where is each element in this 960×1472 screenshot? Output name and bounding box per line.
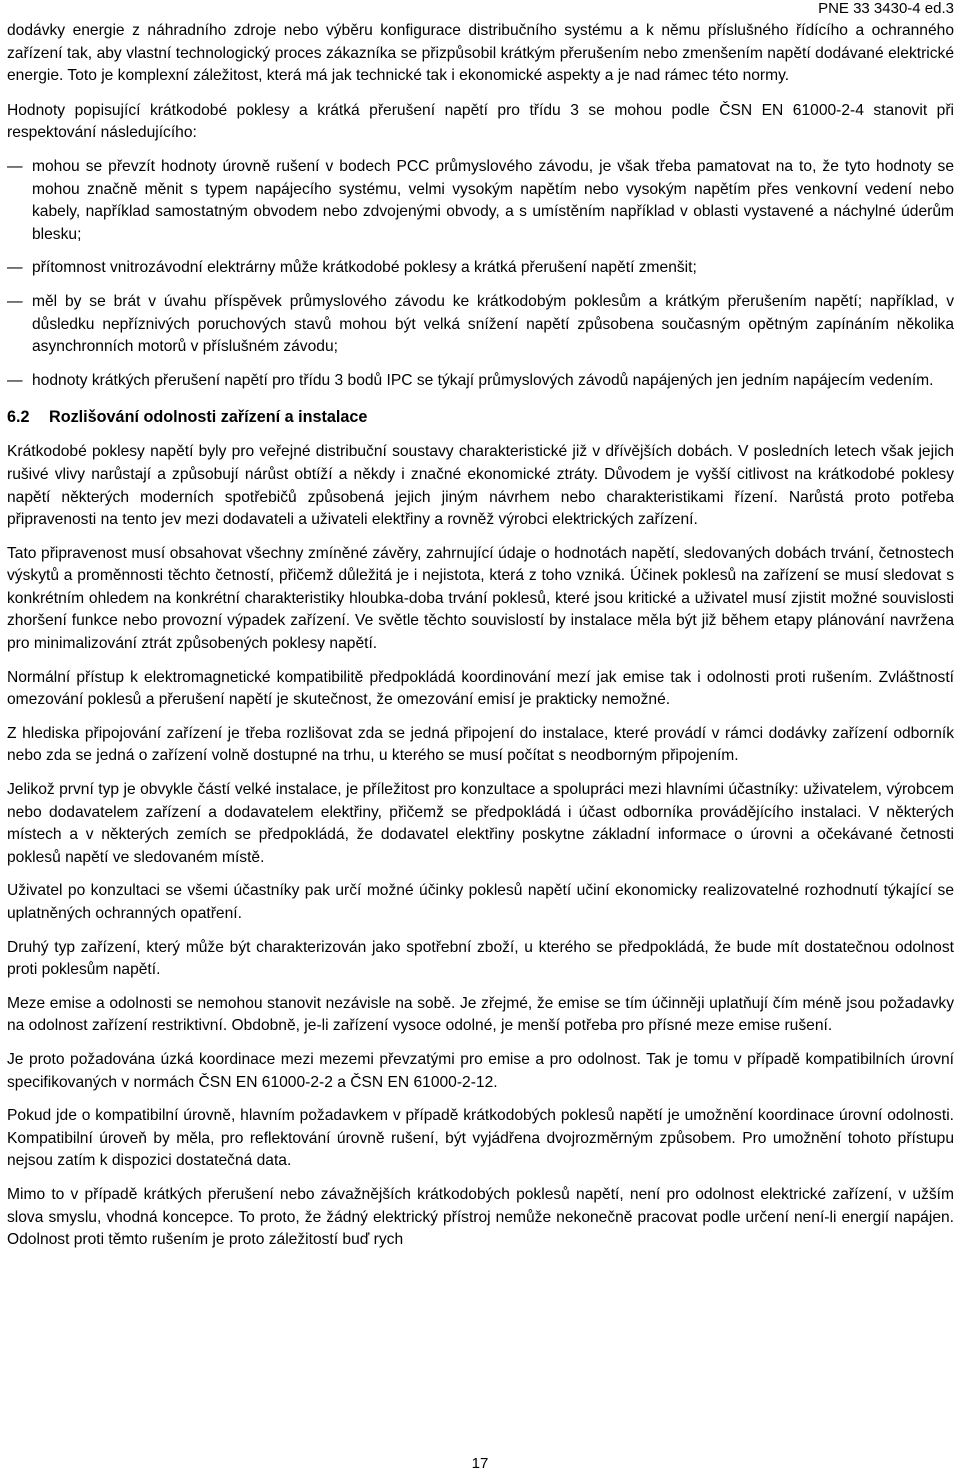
paragraph: Hodnoty popisující krátkodobé poklesy a krátká přerušení napětí pro třídu 3 se mohou podle ČSN EN 61000-2-4 stanovit při respektování následujícího: — [7, 101, 954, 142]
list-item: — mohou se převzít hodnoty úrovně rušení v bodech PCC průmyslového závodu, je však třeba pamatovat na to, že tyto hodnoty se mohou značně měnit s typem napájecího systému, velmi vysokým napětím nebo vysokým napětím přes venkovní vedení nebo kabely, například samostatným obvodem nebo zdvojenými obvody, a s umístěním například v oblasti vystavené a náchylné úderům blesku; — [7, 156, 954, 246]
paragraph: Je proto požadována úzká koordinace mezi mezemi převzatými pro emise a pro odolnost. Tak je tomu v případě kompatibilních úrovní specifikovaných v normách ČSN EN 61000-2-2 a ČSN EN 61000-2-12. — [7, 1050, 954, 1091]
paragraph: Tato připravenost musí obsahovat všechny zmíněné závěry, zahrnující údaje o hodnotách napětí, sledovaných dobách trvání, četnostech výskytů a proměnnosti těchto četností, přičemž důležitá je i nejistota, která z toho vzniká. Účinek poklesů na zařízení se musí sledovat s konkrétním ohledem na konkrétní charakteristiky hloubka-doba trvání poklesů, které jsou kritické a uživatel musí zjistit možné souvislosti zhoršení funkce nebo provozní výpadek zařízení. Ve světle těchto souvislostí by instalace měla být již během etapy plánování navržena pro minimalizování ztrát způsobených poklesy napětí. — [7, 544, 954, 653]
paragraph: Meze emise a odolnosti se nemohou stanovit nezávisle na sobě. Je zřejmé, že emise se tím účinněji uplatňují čím méně jsou požadavky na odolnost zařízení restriktivní. Obdobně, je-li zařízení vysoce odolné, je menší potřeba pro přísné meze emise rušení. — [7, 994, 954, 1035]
document-code: PNE 33 3430-4 ed.3 — [818, 0, 954, 17]
list-item: — hodnoty krátkých přerušení napětí pro třídu 3 bodů IPC se týkají průmyslových závodů napájených jen jedním napájecím vedením. — [7, 370, 954, 393]
paragraph: Krátkodobé poklesy napětí byly pro veřejné distribuční soustavy charakteristické již v dřívějších dobách. V posledních letech však jejich rušivé vlivy narůstají a způsobují nárůst obtíží a někdy i značné ekonomické ztráty. Důvodem je vyšší citlivost na krátkodobé poklesy napětí některých moderních spotřebičů způsobená jejich jiným návrhem nebo charakteristikami řízení. Narůstá proto potřeba připravenosti na tento jev mezi dodavateli a uživateli elektřiny a rovněž výrobci elektrických zařízení. — [7, 443, 954, 529]
section-number: 6.2 — [7, 408, 30, 427]
paragraph: Pokud jde o kompatibilní úrovně, hlavním požadavkem v případě krátkodobých poklesů napětí je umožnění koordinace úrovní odolnosti. Kompatibilní úroveň by měla, pro reflektování úrovně rušení, být vyjádřena dvojrozměrným způsobem. Pro umožnění tohoto přístupu nejsou zatím k dispozici dostatečná data. — [7, 1107, 954, 1170]
page-body — [7, 20, 954, 1263]
list-item: — přítomnost vnitrozávodní elektrárny může krátkodobé poklesy a krátká přerušení napětí zmenšit; — [7, 257, 954, 280]
paragraph: dodávky energie z náhradního zdroje nebo výběru konfigurace distribučního systému a k němu příslušného řídícího a ochranného zařízení tak, aby vlastní technologický proces zákazníka se přizpůsobil krátkým přerušením nebo zmenšením napětí dodávané elektrické energie. Toto je komplexní záležitost, která má jak technické tak i ekonomické aspekty a je nad rámec této normy. — [7, 22, 954, 85]
page-number: 17 — [471, 1455, 489, 1472]
paragraph: Uživatel po konzultaci se všemi účastníky pak určí možné účinky poklesů napětí učiní ekonomicky realizovatelné rozhodnutí týkající se uplatněných ochranných opatření. — [7, 882, 954, 922]
dash-list — [7, 156, 954, 392]
paragraph: Normální přístup k elektromagnetické kompatibilitě předpokládá koordinování mezí jak emise tak i odolnosti proti rušením. Zvláštností omezování poklesů a přerušení napětí je skutečnost, že omezování emisí je prakticky nemožné. — [7, 668, 954, 709]
section-heading — [7, 406, 954, 428]
paragraph: Druhý typ zařízení, který může být charakterizován jako spotřební zboží, u kterého se předpokládá, že bude mít dostatečnou odolnost proti poklesům napětí. — [7, 938, 954, 979]
paragraph: Mimo to v případě krátkých přerušení nebo závažnějších krátkodobých poklesů napětí, není pro odolnost elektrické zařízení, v užším slova smyslu, vhodná koncepce. To proto, že žádný elektrický přístroj nemůže nekonečně pracovat podle určení není-li energií napájen. Odolnost proti těmto rušením je proto záležitostí buď rych — [7, 1185, 954, 1249]
paragraph: Z hlediska připojování zařízení je třeba rozlišovat zda se jedná připojení do instalace, které provádí v rámci dodávky zařízení odborník nebo zda se jedná o zařízení volně dostupné na trhu, u kterého se musí počítat s neodborným připojením. — [7, 724, 954, 765]
list-item: — měl by se brát v úvahu příspěvek průmyslového závodu ke krátkodobým poklesům a krátkým přerušením napětí; například, v důsledku nepříznivých poruchových stavů mohou být velká snížení napětí způsobena současným opětným zapínáním několika asynchronních motorů v příslušném závodu; — [7, 291, 954, 359]
paragraph: Jelikož první typ je obvykle částí velké instalace, je příležitost pro konzultace a spolupráci mezi hlavními účastníky: uživatelem, výrobcem nebo dodavatelem zařízení a dodavatelem elektřiny, přičemž se předpokládá i účast odborníka provádějícího instalaci. V některých místech a v některých zemích se předpokládá, že dodavatel elektřiny poskytne základní informace o úrovni a očekávané četnosti poklesů napětí ve sledovaném místě. — [7, 781, 954, 866]
section-title: Rozlišování odolnosti zařízení a instalace — [49, 408, 368, 427]
